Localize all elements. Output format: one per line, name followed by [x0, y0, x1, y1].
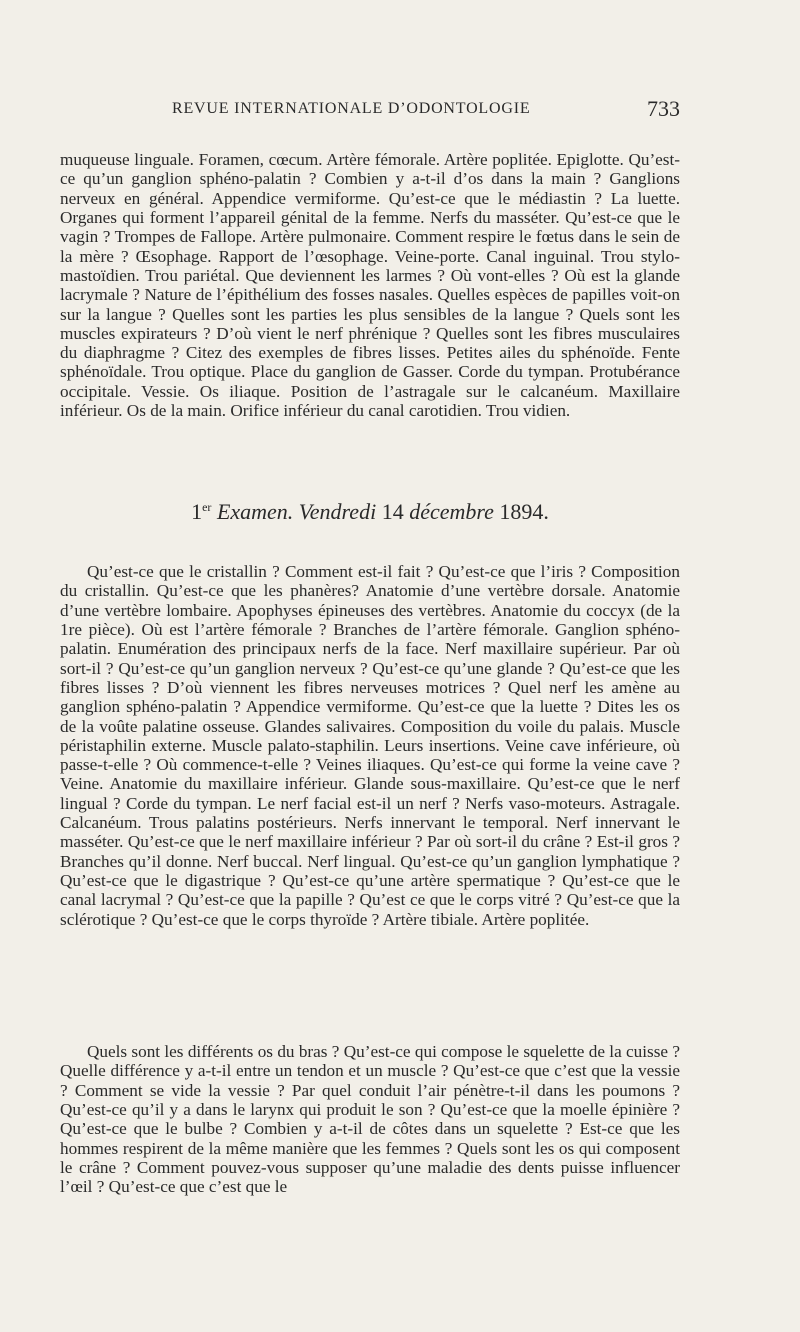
- page-number: 733: [647, 96, 680, 121]
- paragraph-exam-questions-2: Quels sont les différents os du bras ? Qu’est-ce qui compose le squelette de la cuisse ? Quelle différence y a-t-il entre un tendon et un muscle ? Qu’est-ce que c’est que la vessie ? Comment se vide la vessie ? Par quel conduit l’air pénètre-t-il dans les poumons ? Qu’est-ce qu’il y a dans le larynx qui produit le son ? Qu’est-ce que la moelle épinière ? Qu’est-ce que le bulbe ? Combien y a-t-il de côtes dans un squelette ? Est-ce que les hommes respirent de la même manière que les femmes ? Quels sont les os qui composent le crâne ? Comment pouvez-vous supposer qu’une maladie des dents puisse influencer l’œil ? Qu’est-ce que c’est que le: [60, 1042, 680, 1197]
- paragraph-questions-continued: muqueuse linguale. Foramen, cœcum. Artère fémorale. Artère poplitée. Epiglotte. Qu’est-ce qu’un ganglion sphéno-palatin ? Combien y a-t-il d’os dans la main ? Ganglions nerveux en général. Appendice vermiforme. Qu’est-ce que le médiastin ? La luette. Organes qui forment l’appareil génital de la femme. Nerfs du masséter. Qu’est-ce que le vagin ? Trompes de Fallope. Artère pulmonaire. Comment respire le fœtus dans le sein de la mère ? Œsophage. Rapport de l’œsophage. Veine-porte. Canal inguinal. Trou stylo-mastoïdien. Trou pariétal. Que deviennent les larmes ? Où vont-elles ? Où est la glande lacrymale ? Nature de l’épithélium des fosses nasales. Quelles espèces de papilles voit-on sur la langue ? Quelles sont les parties les plus sensibles de la langue ? Quels sont les muscles expirateurs ? D’où vient le nerf phrénique ? Quelles sont les fibres musculaires du diaphragme ? Citez des exemples de fibres lisses. Petites ailes du sphénoïde. Fente sphénoïdale. Trou optique. Place du ganglion de Gasser. Corde du tympan. Protubérance occipitale. Vessie. Os iliaque. Position de l’astragale sur le calcanéum. Maxillaire inférieur. Os de la main. Orifice inférieur du canal carotidien. Trou vidien.: [60, 150, 680, 421]
- exam-number-suffix: er: [202, 500, 212, 514]
- exam-number: 1: [191, 499, 203, 524]
- exam-year: 1894.: [499, 499, 549, 524]
- exam-title: Examen. Vendredi: [216, 499, 377, 524]
- page-header: [60, 96, 680, 126]
- running-title: REVUE INTERNATIONALE D’ODONTOLOGIE: [172, 100, 531, 117]
- exam-day: 14: [381, 499, 404, 524]
- exam-month: décembre: [409, 499, 494, 524]
- exam-heading: [60, 499, 680, 525]
- paragraph-exam-questions: Qu’est-ce que le cristallin ? Comment est-il fait ? Qu’est-ce que l’iris ? Composition du cristallin. Qu’est-ce que les phanères? Anatomie d’une vertèbre dorsale. Anatomie d’une vertèbre lombaire. Apophyses épineuses des vertèbres. Anatomie du coccyx (de la 1re pièce). Où est l’artère fémorale ? Branches de l’artère fémorale. Ganglion sphéno-palatin. Enumération des principaux nerfs de la face. Nerf maxillaire supérieur. Par où sort-il ? Qu’est-ce qu’un ganglion nerveux ? Qu’est-ce qu’une glande ? Qu’est-ce que les fibres lisses ? D’où viennent les fibres nerveuses motrices ? Quel nerf les amène au ganglion sphéno-palatin ? Appendice vermiforme. Qu’est-ce que la luette ? Dites les os de la voûte palatine osseuse. Glandes salivaires. Composition du voile du palais. Muscle péristaphilin externe. Muscle palato-staphilin. Leurs insertions. Veine cave inférieure, où passe-t-elle ? Où commence-t-elle ? Veines iliaques. Qu’est-ce qui forme la veine cave ? Veine. Anatomie du maxillaire inférieur. Glande sous-maxillaire. Qu’est-ce que le nerf lingual ? Corde du tympan. Le nerf facial est-il un nerf ? Nerfs vaso-moteurs. Astragale. Calcanéum. Trous palatins postérieurs. Nerfs innervant le temporal. Nerf innervant le masséter. Qu’est-ce que le nerf maxillaire inférieur ? Par où sort-il du crâne ? Est-il gros ? Branches qu’il donne. Nerf buccal. Nerf lingual. Qu’est-ce qu’un ganglion lymphatique ? Qu’est-ce que le digastrique ? Qu’est-ce qu’une artère spermatique ? Qu’est-ce que le canal lacrymal ? Qu’est-ce que la papille ? Qu’est ce que le corps vitré ? Qu’est-ce que la sclérotique ? Qu’est-ce que le corps thyroïde ? Artère tibiale. Artère poplitée.: [60, 562, 680, 929]
